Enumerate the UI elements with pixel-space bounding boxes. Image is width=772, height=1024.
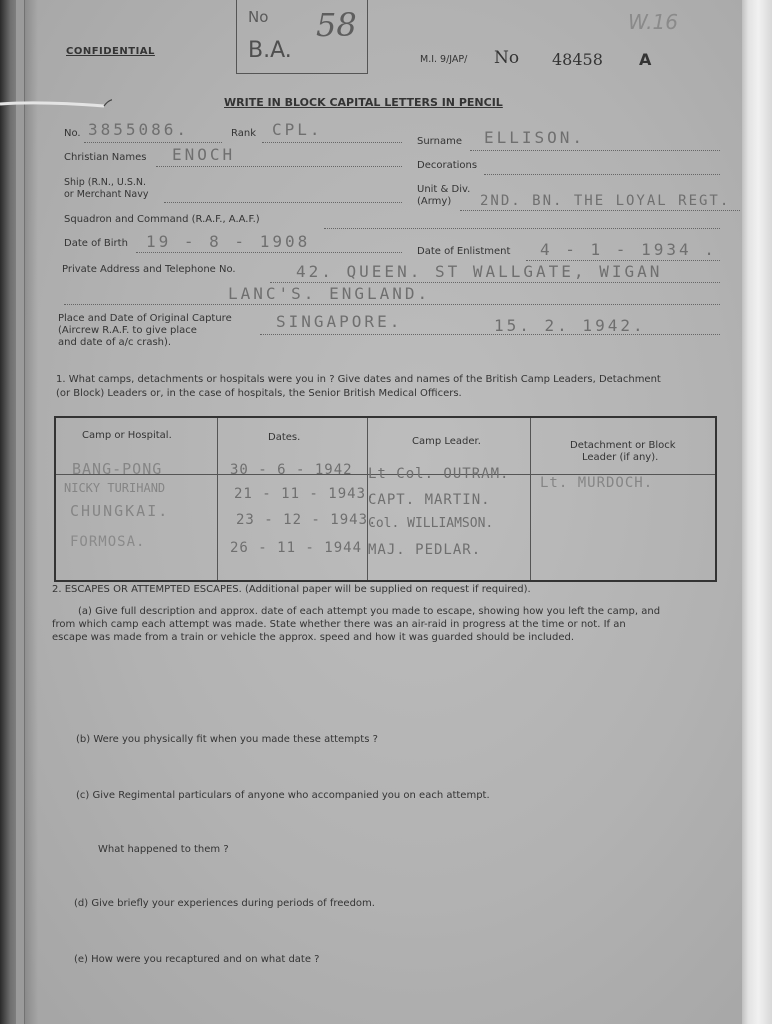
ref-code: M.I. 9/JAP/ [420,54,468,65]
stamp-number: 58 [316,6,357,44]
question-2a-line-2: from which camp each attempt was made. State whether there was an air-raid in progress at the time or not. If an [52,619,626,630]
serial-number: 48458 [552,50,603,69]
date-cell: 30 - 6 - 1942 [230,462,353,478]
date-cell: 26 - 11 - 1944 [230,540,363,556]
question-2a-line-1: (a) Give full description and approx. date of each attempt you made to escape, showing how you left the camp, and [78,606,661,617]
unit-label: Unit & Div. [417,184,471,195]
question-2-title: 2. ESCAPES OR ATTEMPTED ESCAPES. (Additional paper will be supplied on request if required). [52,584,531,595]
enlistment-value: 4 - 1 - 1934 . [540,240,717,259]
no-symbol: No [494,48,520,68]
date-cell: 21 - 11 - 1943. [234,486,376,502]
decorations-label: Decorations [417,160,478,171]
header-detachment-2: Leader (if any). [582,452,659,463]
pencil-instruction: WRITE IN BLOCK CAPITAL LETTERS IN PENCIL [224,96,503,109]
rank-label: Rank [231,128,256,139]
leader-cell: MAJ. PEDLAR. [368,542,482,558]
leader-cell: CAPT. MARTIN. [368,492,491,508]
address-line-2: LANC'S. ENGLAND. [228,284,431,303]
unit-value: 2ND. BN. THE LOYAL REGT. [480,193,731,209]
no-label: No. [64,128,81,139]
question-2a-line-3: escape was made from a train or vehicle the approx. speed and how it was guarded should be included. [52,632,575,643]
confidential-label: CONFIDENTIAL [66,46,155,57]
address-line-1: 42. QUEEN. ST WALLGATE, WIGAN [296,262,663,281]
dob-value: 19 - 8 - 1908 [146,232,311,251]
tag-string [0,98,112,110]
header-camp-leader: Camp Leader. [412,436,481,447]
army-label: (Army) [417,196,452,207]
question-2c: (c) Give Regimental particulars of anyone who accompanied you on each attempt. [76,790,490,801]
dob-label: Date of Birth [64,238,128,249]
surname-value: ELLISON. [484,128,586,147]
question-1-line-1: 1. What camps, detachments or hospitals were you in ? Give dates and names of the British Camp Leaders, Detachment [56,374,661,385]
detachment-cell: Lt. MURDOCH. [540,475,654,491]
capture-date: 15. 2. 1942. [494,316,646,335]
page-stack-edge [738,0,772,1024]
stamp-no: No [248,8,269,26]
leader-cell: Lt Col. OUTRAM. [368,466,510,482]
capture-label: Place and Date of Original Capture [58,313,232,324]
date-cell: 23 - 12 - 1943. [236,512,378,528]
question-2d: (d) Give briefly your experiences during periods of freedom. [74,898,375,909]
camp-cell: CHUNGKAI. [70,502,170,520]
camp-cell: NICKY TURIHAND [64,481,166,495]
camp-cell: BANG-PONG [72,460,163,478]
corner-note: W.16 [628,10,678,34]
header-camp: Camp or Hospital. [82,430,172,441]
question-1-line-2: (or Block) Leaders or, in the case of hospitals, the Senior British Medical Officers. [56,388,462,399]
question-2e: (e) How were you recaptured and on what date ? [74,954,320,965]
merchant-navy-label: or Merchant Navy [64,189,149,200]
christian-names-value: ENOCH [172,145,236,164]
crash-label: and date of a/c crash). [58,337,172,348]
service-number: 3855086. [88,120,190,139]
camp-cell: FORMOSA. [70,534,146,550]
question-2b: (b) Were you physically fit when you made these attempts ? [76,734,378,745]
enlistment-label: Date of Enlistment [417,246,511,257]
header-detachment-1: Detachment or Block [570,440,676,451]
leader-cell: Col. WILLIAMSON. [368,516,494,531]
christian-names-label: Christian Names [64,152,147,163]
ship-label: Ship (R.N., U.S.N. [64,177,147,188]
rank-value: CPL. [272,120,323,139]
aircrew-label: (Aircrew R.A.F. to give place [58,325,197,336]
capture-place: SINGAPORE. [276,312,403,331]
header-dates: Dates. [268,432,301,443]
stamp-ba: B.A. [248,38,292,63]
surname-label: Surname [417,136,462,147]
squadron-label: Squadron and Command (R.A.F., A.A.F.) [64,214,260,225]
series-letter: A [639,50,652,69]
question-2c-followup: What happened to them ? [98,844,229,855]
address-label: Private Address and Telephone No. [62,264,236,275]
